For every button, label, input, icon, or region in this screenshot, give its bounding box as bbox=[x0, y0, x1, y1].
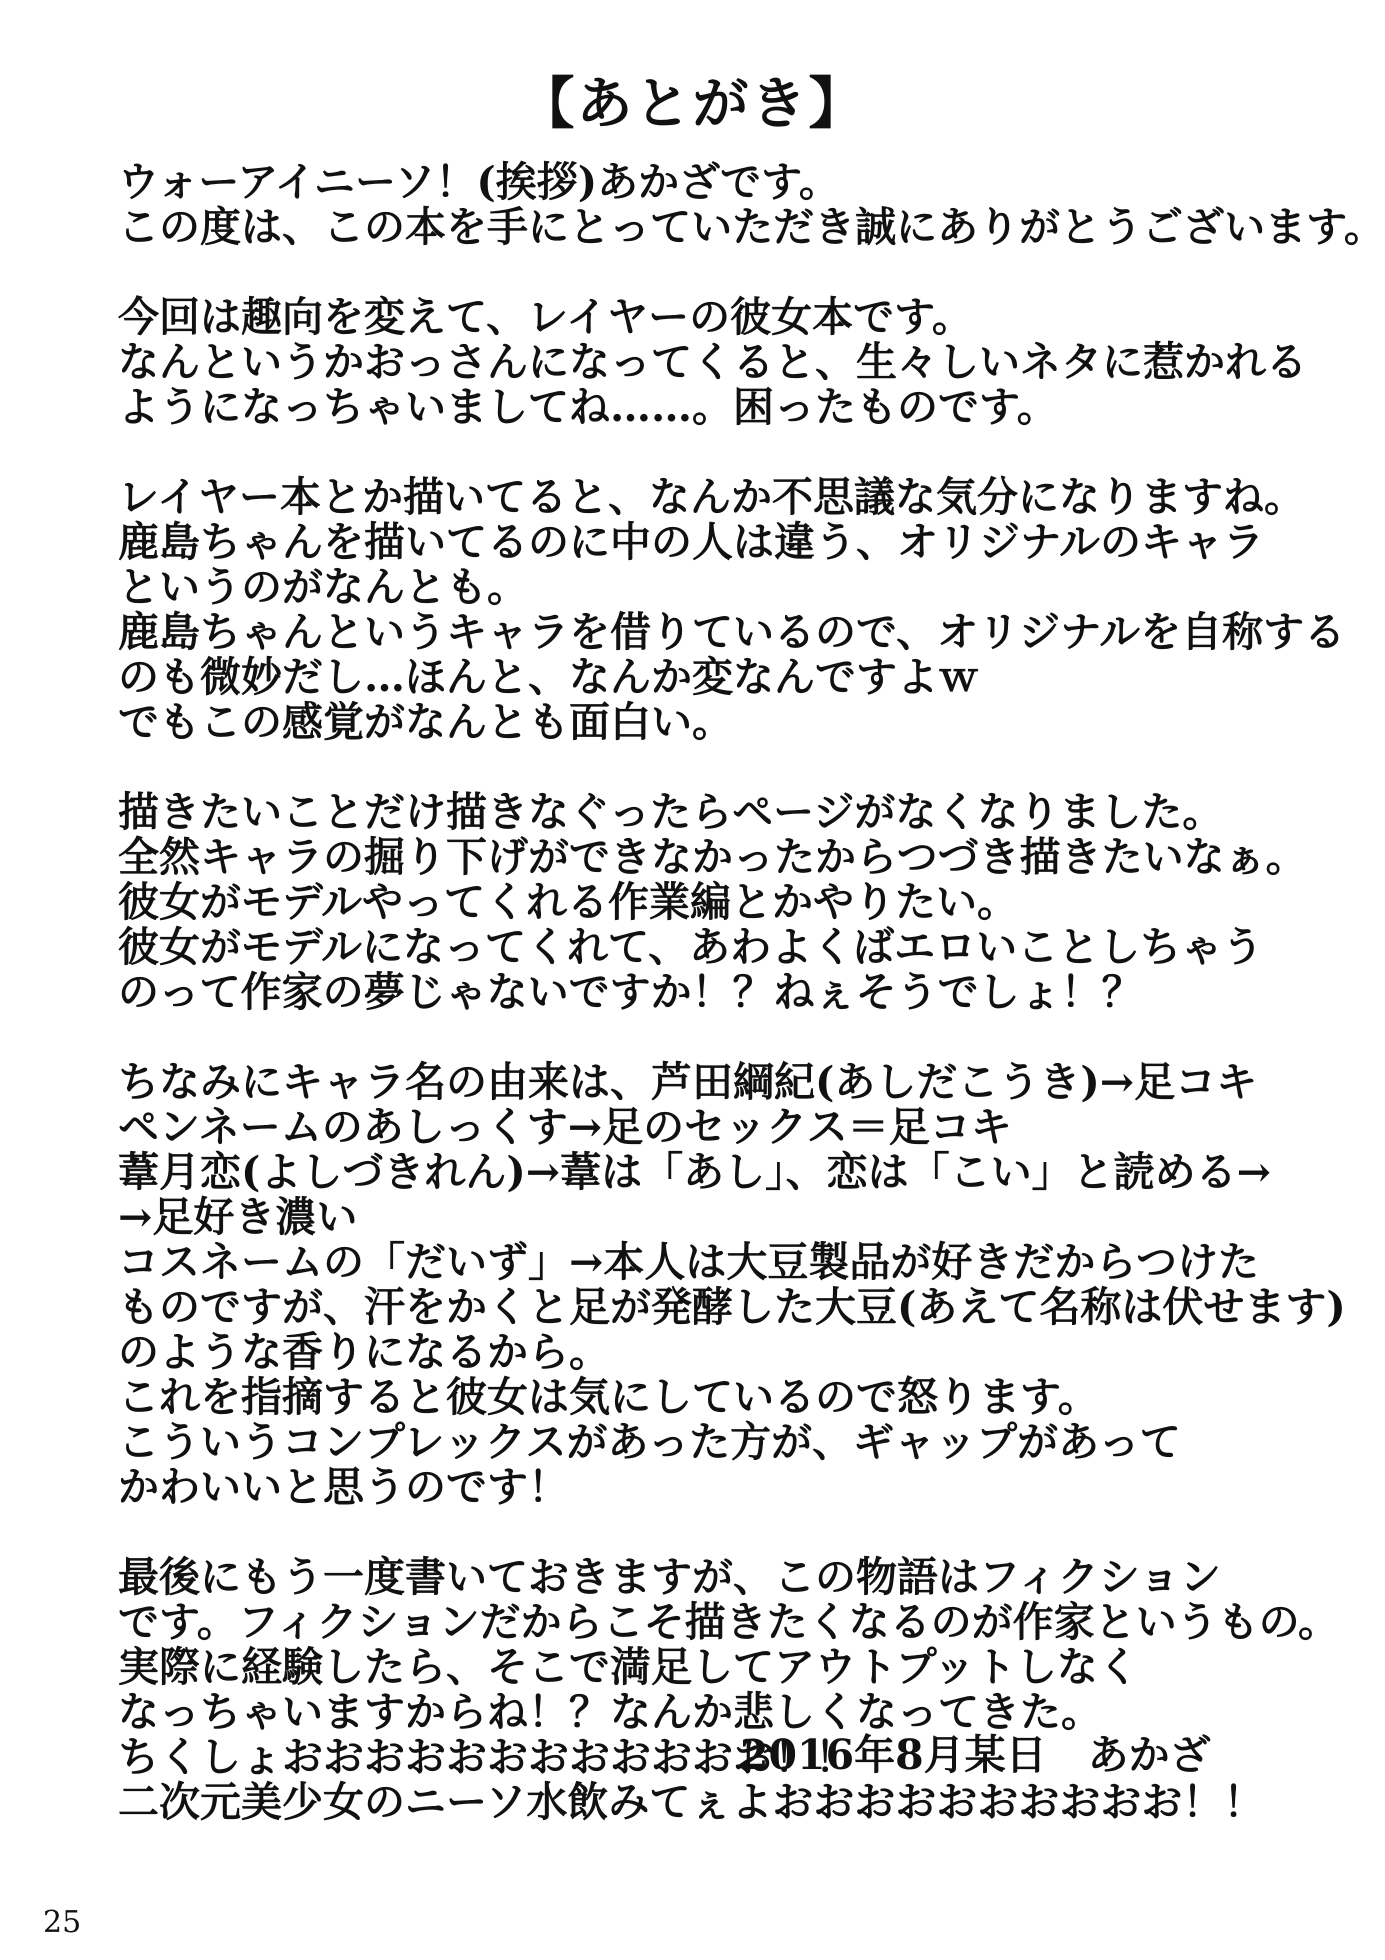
paragraph-name-origins bbox=[118, 1060, 1358, 1510]
text-line: のも微妙だし…ほんと、なんか変なんですよｗ bbox=[118, 653, 979, 701]
text-line: というのがなんとも。 bbox=[118, 563, 528, 611]
text-line: ペンネームのあしっくす→足のセックス＝足コキ bbox=[118, 1103, 1012, 1151]
text-line: のって作家の夢じゃないですか！？ねぇそうでしょ！？ bbox=[118, 968, 1143, 1016]
text-line: 実際に経験したら、そこで満足してアウトプットしなく bbox=[118, 1643, 1139, 1691]
text-line: でもこの感覚がなんとも面白い。 bbox=[118, 698, 733, 746]
afterword-title: 【あとがき】 bbox=[518, 71, 867, 137]
text-line: ものですが、汗をかくと足が発酵した大豆(あえて名称は伏せます) bbox=[118, 1283, 1346, 1331]
text-line: コスネームの「だいず」→本人は大豆製品が好きだからつけた bbox=[118, 1238, 1259, 1286]
text-line: ちなみにキャラ名の由来は、芦田綱紀(あしだこうき)→足コキ bbox=[118, 1058, 1258, 1106]
paragraph-closing bbox=[118, 1555, 1358, 1825]
paragraph-cosplayer-book bbox=[118, 475, 1358, 745]
text-line: ようになっちゃいましてね……。困ったものです。 bbox=[118, 383, 1058, 431]
page-number: 25 bbox=[43, 1905, 82, 1940]
text-line: こういうコンプレックスがあった方が、ギャップがあって bbox=[118, 1418, 1181, 1466]
text-line: 全然キャラの掘り下げができなかったからつづき描きたいなぁ。 bbox=[118, 833, 1307, 881]
text-line: →足好き濃い bbox=[118, 1193, 358, 1241]
text-line: 最後にもう一度書いておきますが、この物語はフィクション bbox=[118, 1553, 1221, 1601]
paragraph-theme bbox=[118, 295, 1358, 430]
text-line: なんというかおっさんになってくると、生々しいネタに惹かれる bbox=[118, 338, 1307, 386]
text-line: 描きたいことだけ描きなぐったらページがなくなりました。 bbox=[118, 788, 1224, 836]
afterword-body bbox=[118, 158, 1385, 1870]
paragraph-greeting bbox=[118, 158, 1385, 251]
paragraph-sequel bbox=[118, 790, 1358, 1015]
text-line: 彼女がモデルになってくれて、あわよくばエロいことしちゃう bbox=[118, 923, 1264, 971]
text-line: これを指摘すると彼女は気にしているので怒ります。 bbox=[118, 1373, 1099, 1421]
signature-date-author: 2016年8月某日 あかざ bbox=[740, 1731, 1211, 1779]
text-line: 彼女がモデルやってくれる作業編とかやりたい。 bbox=[118, 878, 1018, 926]
text-line: かわいいと思うのです！ bbox=[118, 1463, 569, 1511]
text-line: レイヤー本とか描いてると、なんか不思議な気分になりますね。 bbox=[118, 473, 1305, 521]
text-line: です。フィクションだからこそ描きたくなるのが作家というもの。 bbox=[118, 1598, 1339, 1646]
text-line: 鹿島ちゃんを描いてるのに中の人は違う、オリジナルのキャラ bbox=[118, 518, 1264, 566]
text-line: ちくしょおおおおおおおおおおおお！！ bbox=[118, 1733, 856, 1781]
text-line: 二次元美少女のニーソ水飲みてぇよおおおおおおおおおお！！ bbox=[118, 1778, 1265, 1826]
text-line: 葦月恋(よしづきれん)→葦は「あし」、恋は「こい」と読める→ bbox=[118, 1148, 1272, 1196]
text-line: ウォーアイニーソ！(挨拶)あかざです。 bbox=[118, 158, 840, 206]
text-line: この度は、この本を手にとっていただき誠にありがとうございます。 bbox=[118, 203, 1385, 251]
text-line: のような香りになるから。 bbox=[118, 1328, 610, 1376]
text-line: 今回は趣向を変えて、レイヤーの彼女本です。 bbox=[118, 293, 973, 341]
text-line: なっちゃいますからね！？なんか悲しくなってきた。 bbox=[118, 1688, 1102, 1736]
text-line: 鹿島ちゃんというキャラを借りているので、オリジナルを自称する bbox=[118, 608, 1346, 656]
